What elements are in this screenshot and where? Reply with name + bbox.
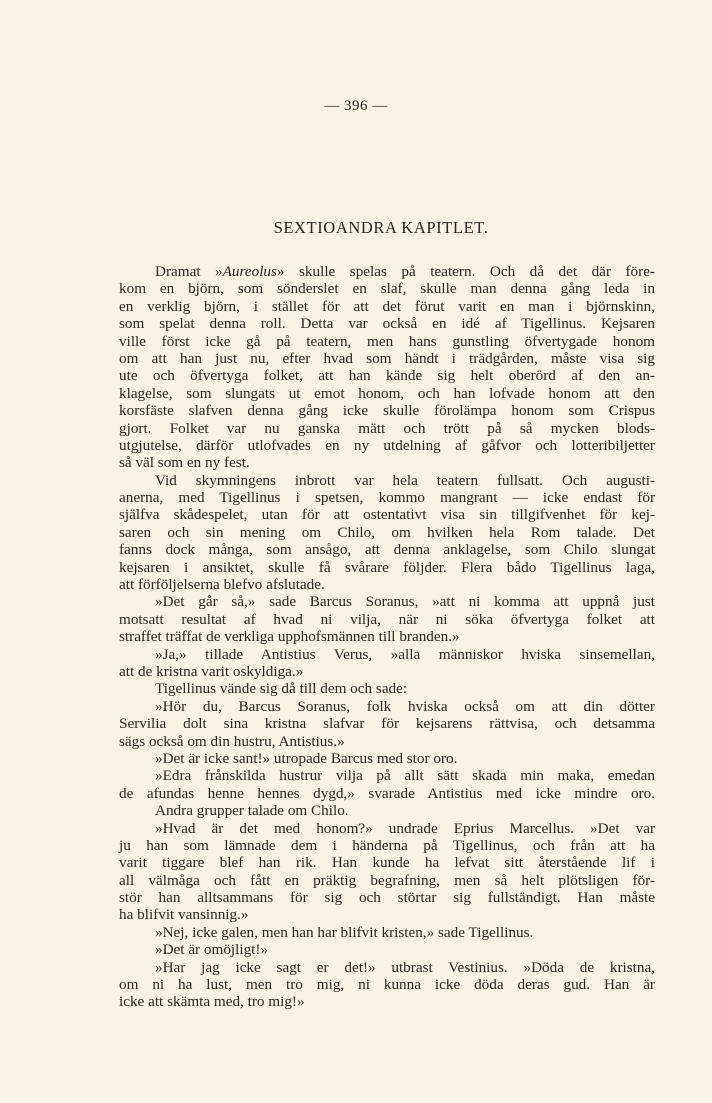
text-line: straffet träffat de verkliga upphofsmännen till branden.»	[119, 628, 460, 646]
text-segment: Dramat »	[155, 263, 223, 280]
text-line: klagelse, som slungats ut emot honom, och han lofvade honom att den	[119, 384, 655, 402]
text-line: att förföljelserna blefvo afslutade.	[119, 576, 325, 594]
text-line: så väl som en ny fest.	[119, 454, 250, 472]
text-line: kejsaren i ansiktet, skulle få svårare följder. Flera bådo Tigellinus laga,	[119, 558, 655, 576]
text-line: kom en björn, som sönderslet en slaf, skulle man denna gång leda in	[119, 280, 655, 298]
text-line: om ni ha lust, men tro mig, ni kunna icke döda deras gud. Han är	[119, 976, 655, 994]
text-line: utgjutelse, därför utlofvades en ny utdelning af gåfvor och lotteribiljetter	[119, 436, 655, 454]
text-line: saren och sin mening om Chilo, om hvilken hela Rom talade. Det	[119, 523, 655, 541]
text-line: ute och öfvertyga folket, att han kände sig helt oberörd af den an-	[119, 367, 655, 385]
text-line: varit tiggare blef han rik. Han kunde ha lefvat sitt återstående lif i	[119, 854, 655, 872]
text-line: om att han just nu, efter hvad som händt i trädgården, måste visa sig	[119, 349, 655, 367]
text-line: »Det går så,» sade Barcus Soranus, »att ni komma att uppnå just	[155, 593, 655, 611]
text-line: all välmåga och fått en präktig begrafning, men så helt plötsligen för-	[119, 871, 655, 889]
text-line: själfva skådespelet, utan för att ostentativt visa sin tillgifvenhet för kej-	[119, 506, 655, 524]
text-line: fanns dock många, som ansågo, att denna anklagelse, som Chilo slungat	[119, 541, 655, 559]
text-line: en verklig björn, i stället för att det förut varit en man i björnskinn,	[119, 297, 655, 315]
text-line: att de kristna varit oskyldiga.»	[119, 662, 304, 680]
text-line: »Har jag icke sagt er det!» utbrast Vestinius. »Döda de kristna,	[155, 958, 655, 976]
text-segment: » skulle spelas på teatern. Och då det där före-	[276, 263, 655, 280]
text-line: de afundas henne hennes dygd,» svarade Antistius med icke mindre oro.	[119, 784, 655, 802]
text-line	[119, 263, 655, 280]
text-line: »Hör du, Barcus Soranus, folk hviska också om att din dötter	[155, 697, 655, 715]
text-line: Tigellinus vände sig då till dem och sade:	[155, 680, 408, 698]
text-line: »Det är omöjligt!»	[155, 941, 269, 959]
text-line: »Nej, icke galen, men han har blifvit kristen,» sade Tigellinus.	[155, 923, 534, 941]
text-line: gjort. Folket var nu ganska mätt och trött på så mycken blods-	[119, 419, 655, 437]
body-text	[119, 263, 655, 1011]
text-line: ha blifvit vansinnig.»	[119, 906, 249, 924]
text-line: motsatt resultat af hvad ni vilja, när ni söka öfvertyga folket att	[119, 610, 655, 628]
text-line: som spelat denna roll. Detta var också en idé af Tigellinus. Kejsaren	[119, 315, 655, 333]
text-line: ville först icke gå på teatern, men hans gunstling öfvertygade honom	[119, 332, 655, 350]
text-line: »Ja,» tillade Antistius Verus, »alla människor hviska sinsemellan,	[155, 645, 655, 663]
text-line: stör han alltsammans för sig och störtar sig fullständigt. Han måste	[119, 889, 655, 907]
play-title: Aureolus	[222, 263, 277, 280]
text-line: ju han som lämnade dem i händerna på Tigellinus, och från att ha	[119, 836, 655, 854]
text-line: sägs också om din hustru, Antistius.»	[119, 732, 345, 750]
text-line: Servilia dolt sina kristna slafvar för kejsarens rättvisa, och detsamma	[119, 715, 655, 733]
text-line: Andra grupper talade om Chilo.	[155, 802, 349, 820]
text-line: Vid skymningens inbrott var hela teatern fullsatt. Och augusti-	[155, 471, 655, 489]
text-line: »Hvad är det med honom?» undrade Eprius Marcellus. »Det var	[155, 819, 655, 837]
page-number: — 396 —	[324, 98, 388, 114]
text-line: »Edra frånskilda hustrur vilja på allt sätt skada min maka, emedan	[155, 767, 655, 785]
text-line: »Det är icke sant!» utropade Barcus med stor oro.	[155, 749, 458, 767]
text-line: korsfäste slafven denna gång icke skulle förolämpa honom som Crispus	[119, 402, 655, 420]
text-line: anerna, med Tigellinus i spetsen, kommo mangrant — icke endast för	[119, 489, 655, 507]
chapter-title: SEXTIOANDRA KAPITLET.	[273, 218, 489, 237]
text-line: icke att skämta med, tro mig!»	[119, 993, 305, 1011]
